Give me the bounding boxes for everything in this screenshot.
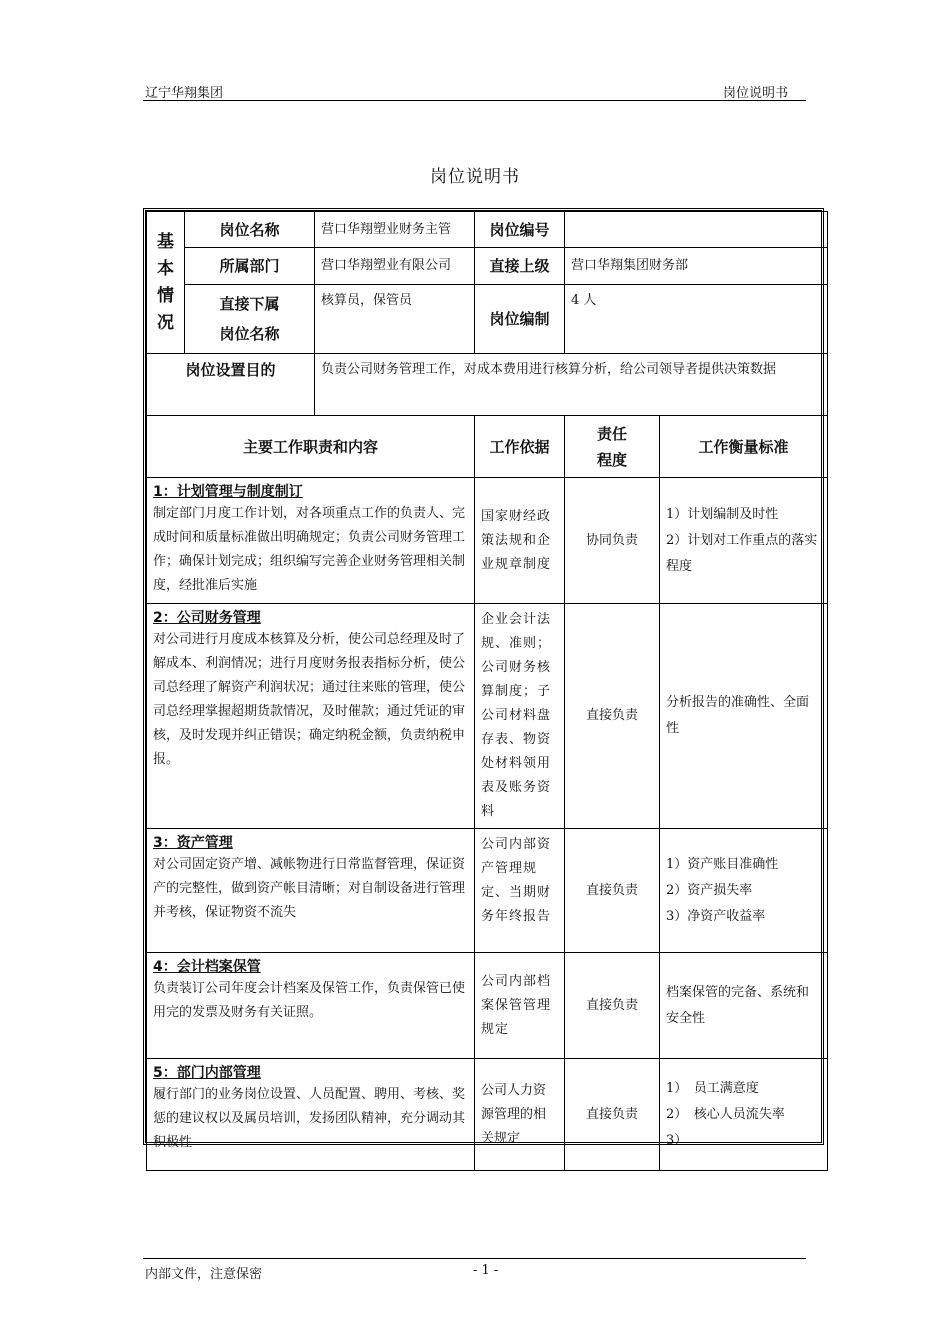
subordinate-value: 核算员，保管员 <box>315 285 475 354</box>
duty-basis: 国家财经政策法规和企业规章制度 <box>475 478 565 604</box>
duty-standards <box>660 953 828 1059</box>
standard-item: 1）计划编制及时性 <box>666 506 779 522</box>
dept-value: 营口华翔塑业有限公司 <box>315 248 475 285</box>
duty-title: 5：部门内部管理 <box>153 1065 261 1081</box>
standard-item: 2）资产损失率 <box>666 882 753 898</box>
duty-basis: 公司内部档案保管管理规定 <box>475 953 565 1059</box>
headcount-value: 4 人 <box>565 285 828 354</box>
page-header <box>143 82 806 101</box>
duty-resp: 直接负责 <box>565 1059 660 1171</box>
purpose-value: 负责公司财务管理工作，对成本费用进行核算分析，给公司领导者提供决策数据 <box>315 354 828 416</box>
duty-basis: 公司内部资产管理规定、当期财务年终报告 <box>475 829 565 953</box>
superior-value: 营口华翔集团财务部 <box>565 248 828 285</box>
duty-title: 3：资产管理 <box>153 835 233 851</box>
duty-content <box>147 604 475 829</box>
duty-title: 2：公司财务管理 <box>153 610 261 626</box>
duty-row <box>147 604 828 829</box>
header-company: 辽宁华翔集团 <box>145 86 224 101</box>
duty-basis: 企业会计法规、准则；公司财务核算制度；子公司材料盘存表、物资处材料领用表及账务资料 <box>475 604 565 829</box>
duty-row <box>147 478 828 604</box>
superior-label: 直接上级 <box>475 248 565 285</box>
purpose-label: 岗位设置目的 <box>147 354 315 416</box>
duty-body: 履行部门的业务岗位设置、人员配置、聘用、考核、奖惩的建议权以及属员培训，发扬团队精神，充分调动其积极性 <box>153 1087 466 1150</box>
duty-resp: 直接负责 <box>565 604 660 829</box>
standard-item: 3）净资产收益率 <box>666 908 766 924</box>
standard-item: 1） 员工满意度 <box>666 1080 759 1096</box>
standard-item: 3） <box>666 1132 688 1148</box>
duty-resp: 直接负责 <box>565 953 660 1059</box>
headcount-label: 岗位编制 <box>475 285 565 354</box>
duty-row <box>147 829 828 953</box>
duty-row <box>147 1059 828 1171</box>
duty-basis: 公司人力资源管理的相关规定 <box>475 1059 565 1171</box>
header-doc-type: 岗位说明书 <box>722 86 788 101</box>
duty-body: 对公司进行月度成本核算及分析，使公司总经理及时了解成本、利润情况；进行月度财务报表指标分析，使公司总经理了解资产利润状况；通过往来账的管理，使公司总经理掌握超期货款情况，及时催款；通过凭证的审核，及时发现并纠正错误；确定纳税金额，负责纳税申报。 <box>153 632 466 767</box>
post-no-label: 岗位编号 <box>475 212 565 248</box>
duty-resp: 直接负责 <box>565 829 660 953</box>
duty-content <box>147 953 475 1059</box>
standard-item: 分析报告的准确性、全面性 <box>666 695 810 736</box>
post-name-value: 营口华翔塑业财务主管 <box>315 212 475 248</box>
duty-standards <box>660 829 828 953</box>
footer-note: 内部文件，注意保密 <box>145 1267 263 1282</box>
post-name-label: 岗位名称 <box>185 212 315 248</box>
duty-body: 对公司固定资产增、减帐物进行日常监督管理，保证资产的完整性，做到资产帐目清晰；对自制设备进行管理并考核，保证物资不流失 <box>153 857 466 920</box>
duty-standards <box>660 478 828 604</box>
duty-body: 负责装订公司年度会计档案及保管工作，负责保管已使用完的发票及财务有关证照。 <box>153 981 466 1020</box>
job-description-table <box>143 208 824 1150</box>
duties-content-header: 主要工作职责和内容 <box>147 416 475 478</box>
duties-resp-header: 责任 程度 <box>565 416 660 478</box>
page-number: - 1 - <box>473 1263 499 1278</box>
duty-title: 1：计划管理与制度制订 <box>153 484 303 500</box>
standard-item: 2）计划对工作重点的落实程度 <box>666 532 818 574</box>
post-no-value <box>565 212 828 248</box>
duty-content <box>147 829 475 953</box>
standard-item: 档案保管的完备、系统和安全性 <box>666 984 810 1026</box>
duty-title: 4：会计档案保管 <box>153 959 261 975</box>
duty-standards <box>660 604 828 829</box>
duties-basis-header: 工作依据 <box>475 416 565 478</box>
duty-row <box>147 953 828 1059</box>
duty-standards <box>660 1059 828 1171</box>
duty-body: 制定部门月度工作计划，对各项重点工作的负责人、完成时间和质量标准做出明确规定；负责公司财务管理工作；确保计划完成；组织编写完善企业财务管理相关制度，经批准后实施 <box>153 506 466 593</box>
subordinate-label: 直接下属 岗位名称 <box>185 285 315 354</box>
duty-content <box>147 478 475 604</box>
basic-info-side-label: 基 本 情 况 <box>147 212 185 354</box>
standard-item: 2） 核心人员流失率 <box>666 1106 785 1122</box>
duty-content <box>147 1059 475 1171</box>
duties-standard-header: 工作衡量标准 <box>660 416 828 478</box>
standard-item: 1）资产账目准确性 <box>666 856 779 872</box>
page-footer <box>143 1258 806 1280</box>
duty-resp: 协同负责 <box>565 478 660 604</box>
dept-label: 所属部门 <box>185 248 315 285</box>
document-title: 岗位说明书 <box>430 167 520 187</box>
